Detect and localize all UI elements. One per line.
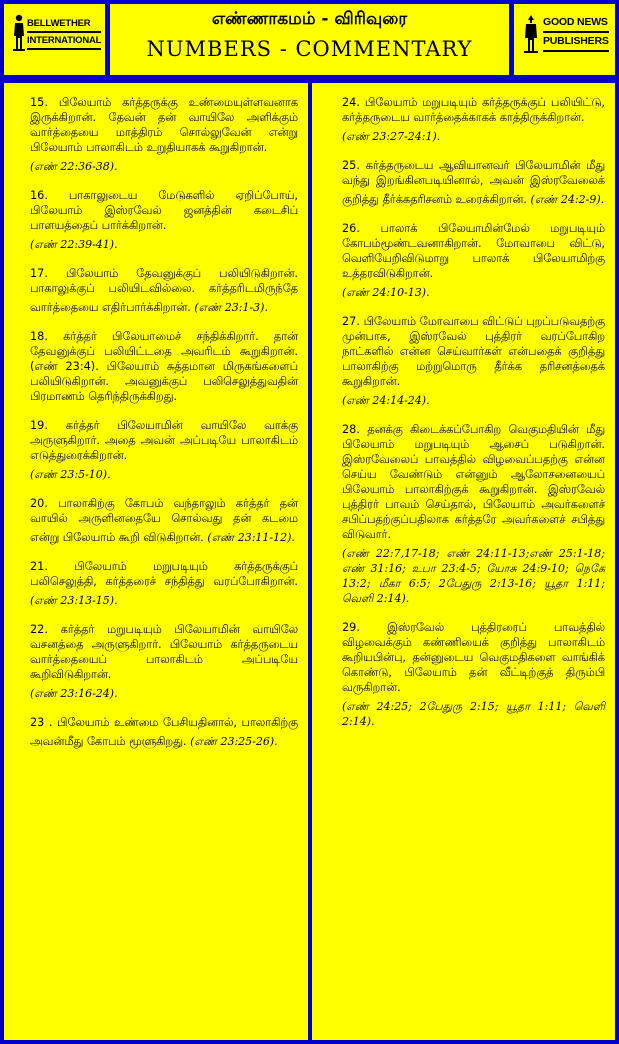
- item-text: 29. இஸ்ரவேல் புத்திரரைப் பாவத்தில் விழவைக்கும் கண்ணியைக் குறித்து பாலாகிடம் கூறியபின்பு, தன்னுடைய வெகுமதிகளை வாங்கிக் கொண்டு, பிலேயாம் தன் வீட்டிற்குத் திரும்பி வருகிறான்.: [342, 621, 605, 694]
- item-text: 15. பிலேயாம் கர்த்தருக்கு உண்மையுள்ளவனாக இருக்கிறான். தேவன் தன் வாயிலே அளிக்கும் வார்த்தையை மாத்திரம் சொல்லுவேன் என்று பிலேயாம் பாலாகிடம் உறுதியாகக் கூறுகிறான்.: [30, 96, 298, 154]
- item-reference: (எண் 22:7,17-18; எண் 24:11-13;எண் 25:1-18; எண் 31:16; உபா 23:4-5; யோசு 24:9-10; நெகே 13:2; மீகா 6:5; 2பேதுரு 2:13-16; யூதா 1:11; வெளி 2:14).: [342, 547, 605, 605]
- item-text: 17. பிலேயாம் தேவனுக்குப் பலியிடுகிறான். பாகாலுக்குப் பலியிடவில்லை. கர்த்தரிடமிருந்தே வார்த்தையை எதிர்பார்க்கிறான்.: [30, 267, 298, 314]
- item-reference: (எண் 23:16-24).: [30, 687, 118, 700]
- item-text: 18. கர்த்தர் பிலேயாமைச் சந்திக்கிறார். தான் தேவனுக்குப் பலியிட்டதை அவரிடம் கூறுகிறான். (எண் 23:4). பிலேயாம் சுத்தமான மிருகங்களைப் பலியிடுகிறான். அவனுக்குப் பலிசெலுத்துவதின் பிரமாணம் தெரிந்திருக்கிறது.: [30, 330, 298, 403]
- page-title-tamil: எண்ணாகமம் - விரிவுரை: [211, 9, 408, 29]
- bellwether-logo-line-2: INTERNATIONAL: [27, 33, 101, 50]
- commentary-item-20: [30, 496, 298, 545]
- item-reference: (எண் 23:27-24:1).: [342, 130, 441, 143]
- right-column: [312, 83, 615, 1040]
- commentary-item-16: [30, 188, 298, 252]
- commentary-item-24: [342, 95, 605, 144]
- good-news-logo-line-1: GOOD NEWS: [543, 14, 609, 33]
- item-text: 24. பிலேயாம் மறுபடியும் கர்த்தருக்குப் பலியிட்டு, கர்த்தருடைய வார்த்தைக்காகக் காத்திருக்கிறான்.: [342, 96, 605, 124]
- good-news-logo-line-2: PUBLISHERS: [543, 33, 609, 52]
- item-reference: (எண் 22:39-41).: [30, 238, 118, 251]
- bellwether-logo-line-1: BELLWETHER: [27, 16, 101, 33]
- commentary-item-28: [342, 422, 605, 606]
- commentary-item-23: [30, 715, 298, 749]
- left-column: [4, 83, 308, 1040]
- commentary-item-19: [30, 418, 298, 482]
- item-text: 23 . பிலேயாம் உண்மை பேசியதினால், பாலாகிற்கு அவன்மீது கோபம் மூளுகிறது.: [30, 716, 298, 748]
- commentary-item-17: [30, 266, 298, 315]
- item-text: 22. கர்த்தர் மறுபடியும் பிலேயாமின் வாயிலே வசனத்தை அருளுகிறார். பிலேயாம் கர்த்தருடைய வார்த்தையைப் பாலாகிடம் அப்படியே கூறிவிடுகிறான்.: [30, 623, 298, 681]
- item-reference: (எண் 24:2-9).: [530, 193, 605, 206]
- good-news-logo-text: [543, 14, 609, 52]
- item-reference: (எண் 23:25-26).: [190, 735, 278, 748]
- title-box: [110, 4, 509, 75]
- commentary-item-26: [342, 221, 605, 300]
- bellwether-logo-text: [27, 16, 101, 50]
- item-reference: (எண் 23:11-12).: [207, 531, 295, 544]
- item-reference: (எண் 23:1-3).: [194, 301, 268, 314]
- commentary-item-25: [342, 158, 605, 207]
- item-text: 20. பாலாகிற்கு கோபம் வந்தாலும் கர்த்தர் தன் வாயில் அருளினதையே சொல்வது தன் கடமை என்று பிலேயாம் கூறி விடுகிறான்.: [30, 497, 298, 544]
- commentary-item-15: [30, 95, 298, 174]
- item-text: 26. பாலாக் பிலேயாமின்மேல் மறுபடியும் கோபம்மூண்டவனாகிறான். மோவாபை விட்டு, வெளியேறிவிடுமாறு பாலாக் பிலேயாமிற்கு உத்தரவிடுகிறான்.: [342, 222, 605, 280]
- item-reference: (எண் 24:25; 2பேதுரு 2:15; யூதா 1:11; வெளி 2:14).: [342, 700, 605, 728]
- torch-figure-icon: [522, 14, 540, 54]
- commentary-item-27: [342, 314, 605, 408]
- bellwether-figure-icon: [12, 14, 26, 52]
- item-reference: (எண் 24:14-24).: [342, 394, 430, 407]
- item-text: 21. பிலேயாம் மறுபடியும் கர்த்தருக்குப் பலிசெலுத்தி, கர்த்தரைச் சந்தித்து வரப்போகிறான்.: [30, 560, 298, 588]
- commentary-item-21: [30, 559, 298, 608]
- item-reference: (எண் 22:36-38).: [30, 160, 118, 173]
- item-text: 19. கர்த்தர் பிலேயாமின் வாயிலே வாக்கு அருளுகிறார். அதை அவன் அப்படியே பாலாகிடம் எடுத்துரைக்கிறான்.: [30, 419, 298, 462]
- page-title-english: NUMBERS - COMMENTARY: [146, 37, 473, 61]
- commentary-item-18: [30, 329, 298, 404]
- item-reference: (எண் 24:10-13).: [342, 286, 430, 299]
- commentary-item-29: [342, 620, 605, 729]
- item-text: 25. கர்த்தருடைய ஆவியானவர் பிலேயாமின் மீது வந்து இறங்கினபடியினால், அவன் இஸ்ரவேலைக் குறித்து தீர்க்கதரிசனம் உரைக்கிறான்.: [342, 159, 605, 206]
- commentary-item-22: [30, 622, 298, 701]
- item-text: 27. பிலேயாம் மோவாபை விட்டுப் புறப்படுவதற்கு முன்பாக, இஸ்ரவேல் புத்திரர் வரப்போகிற நாட்களில் என்ன செய்வார்கள் என்பதைக் குறித்து பாலாகிற்கு மற்றுமொரு தீர்க்க தரிசனத்தைக் கூறுகிறான்.: [342, 315, 605, 388]
- item-reference: (எண் 23:5-10).: [30, 468, 111, 481]
- good-news-logo: [514, 4, 615, 75]
- bellwether-logo: [4, 4, 105, 75]
- item-reference: (எண் 23:13-15).: [30, 594, 118, 607]
- header: [0, 0, 619, 79]
- item-text: 28. தனக்கு கிடைக்கப்போகிற வெகுமதியின் மீது பிலேயாம் மறுபடியும் ஆசைப் படுகிறான். இஸ்ரவேலைப் பாவத்தில் விழவைப்பதற்கு என்ன செய்ய வேண்டும் என்னும் ஆலோசனையைப் பிலேயாம் பாலாகிற்குக் கூறுகிறான். இஸ்ரவேல் புத்திரர் பாவம் செய்தால், பிலேயாம் அவர்களைச் சபிப்பதற்குப்பதிலாக கர்த்தரே அவர்களைச் சபித்து விடுவார்.: [342, 423, 605, 541]
- item-text: 16. பாகாலுடைய மேடுகளில் ஏறிப்போய், பிலேயாம் இஸ்ரவேல் ஜனத்தின் கடைசிப் பாளயத்தைப் பார்க்கிறான்.: [30, 189, 298, 232]
